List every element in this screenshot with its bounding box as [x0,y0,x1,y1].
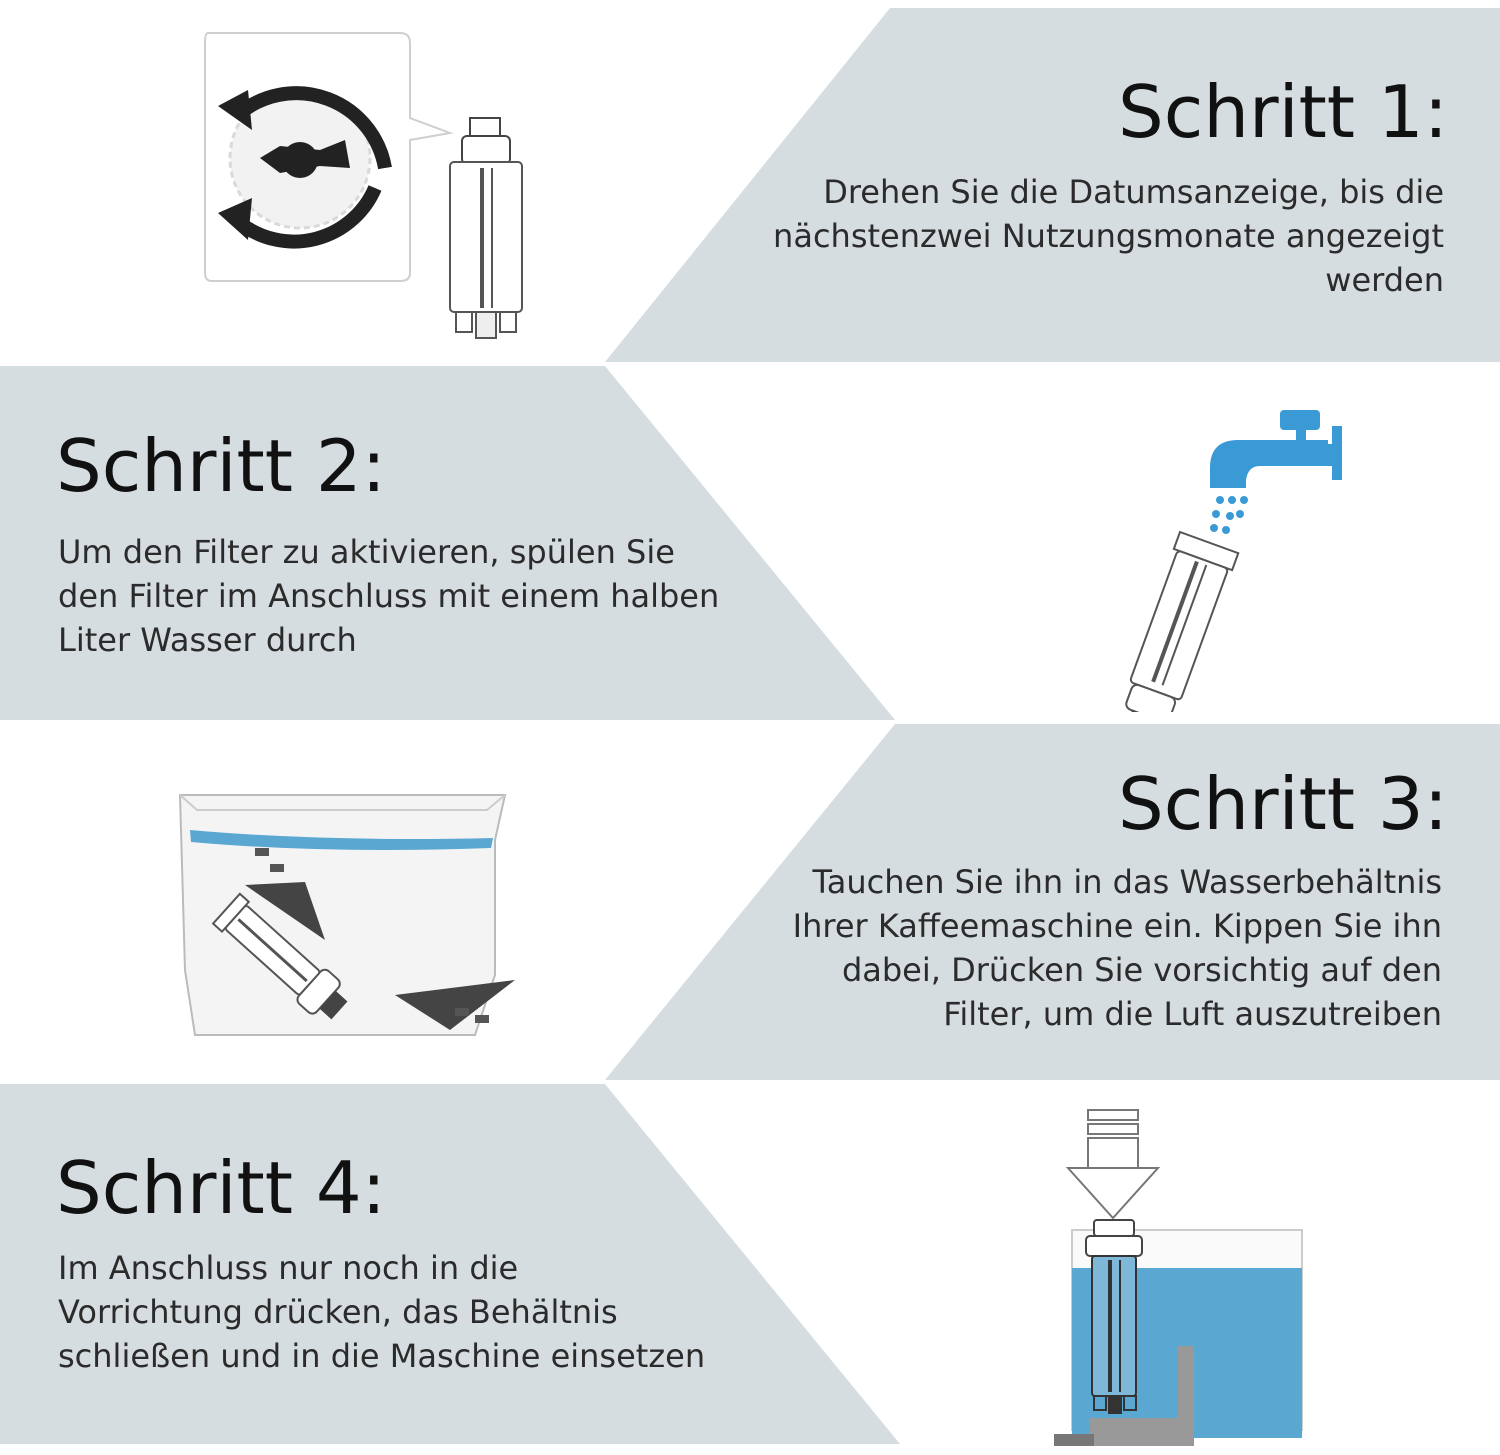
rotate-date-dial-icon [200,28,540,358]
submerge-filter-icon [175,790,535,1075]
step-4-description [58,1246,818,1378]
step-2-description [58,530,818,662]
step-4-line-2: Vorrichtung drücken, das Behältnis [58,1293,618,1331]
step-1-line-1: Drehen Sie die Datumsanzeige, bis die [823,173,1444,211]
step-3-description [682,860,1442,1036]
step-3-section [0,720,1500,1080]
step-4-line-1: Im Anschluss nur noch in die [58,1249,519,1287]
step-3-line-3: dabei, Drücken Sie vorsichtig auf den [841,951,1442,989]
step-3-title: Schritt 3: [1118,762,1448,846]
step-2-line-3: Liter Wasser durch [58,621,357,659]
step-2-line-1: Um den Filter zu aktivieren, spülen Sie [58,533,675,571]
step-3-line-2: Ihrer Kaffeemaschine ein. Kippen Sie ihn [792,907,1442,945]
step-1-line-2: nächstenzwei Nutzungsmonate angezeigt [773,217,1444,255]
step-2-line-2: den Filter im Anschluss mit einem halben [58,577,720,615]
step-4-line-3: schließen und in die Maschine einsetzen [58,1337,706,1375]
tap-rinse-icon [1070,382,1350,712]
step-1-title: Schritt 1: [1118,70,1448,154]
step-1-section [0,0,1500,362]
step-3-line-4: Filter, um die Luft auszutreiben [943,995,1442,1033]
press-into-tank-icon [1050,1108,1310,1448]
step-4-title: Schritt 4: [56,1146,386,1230]
step-2-section [0,362,1500,720]
step-3-line-1: Tauchen Sie ihn in das Wasserbehältnis [812,863,1442,901]
step-4-section [0,1080,1500,1455]
step-1-line-3: werden [1325,261,1444,299]
step-1-description [684,170,1444,302]
step-2-title: Schritt 2: [56,424,386,508]
